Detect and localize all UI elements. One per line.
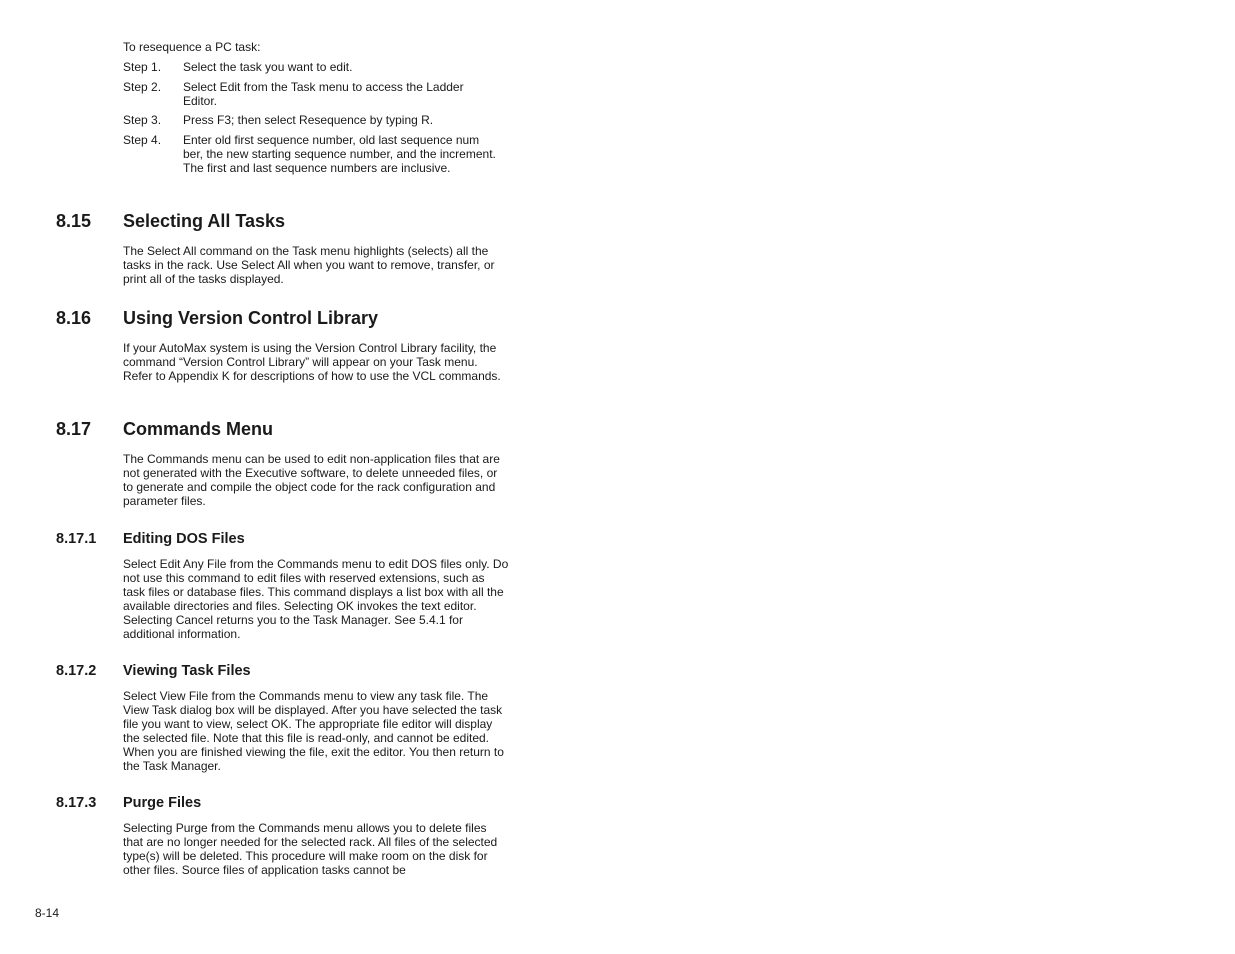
step-list: [123, 60, 513, 180]
section-title: Selecting All Tasks: [123, 211, 286, 231]
section-heading-8-15: [56, 210, 285, 232]
section-title: Using Version Control Library: [123, 308, 379, 328]
step-text: Select the task you want to edit.: [183, 60, 353, 74]
section-number: 8.16: [56, 308, 92, 328]
step-item: [123, 113, 513, 127]
subsection-title: Viewing Task Files: [123, 663, 251, 679]
subsection-title: Purge Files: [123, 795, 202, 811]
section-body-8-17: The Commands menu can be used to edit non-application files that are not generated with the Executive software, to delete unneeded files, or to generate and compile the object code for the rack configuration and parameter files.: [123, 452, 500, 508]
step-text: Select Edit from the Task menu to access the Ladder Editor.: [183, 79, 464, 108]
intro-text: To resequence a PC task:: [123, 40, 261, 54]
subsection-heading-8-17-3: [56, 794, 201, 812]
subsection-number: 8.17.1: [56, 531, 97, 547]
step-item: [123, 80, 513, 108]
section-heading-8-16: [56, 307, 378, 329]
step-text: Enter old first sequence number, old last sequence num ber, the new starting sequence number, and the increment. The first and last sequence numbers are inclusive.: [183, 132, 496, 175]
step-label: Step 1.: [123, 60, 162, 74]
section-body-8-15: The Select All command on the Task menu highlights (selects) all the tasks in the rack. Use Select All when you want to remove, transfer, or print all of the tasks displayed.: [123, 244, 495, 286]
section-body-8-16: If your AutoMax system is using the Version Control Library facility, the command “Version Control Library” will appear on your Task menu. Refer to Appendix K for descriptions of how to use the VCL commands.: [123, 341, 501, 383]
section-number: 8.17: [56, 419, 92, 439]
subsection-number: 8.17.2: [56, 663, 97, 679]
subsection-title: Editing DOS Files: [123, 531, 245, 547]
subsection-body-8-17-2: Select View File from the Commands menu to view any task file. The View Task dialog box will be displayed. After you have selected the task file you want to view, select OK. The appropriate file editor will display the selected file. Note that this file is read-only, and cannot be edited. When you are finished viewing the file, exit the editor. You then return to the Task Manager.: [123, 689, 504, 773]
subsection-body-8-17-1: Select Edit Any File from the Commands menu to edit DOS files only. Do not use this command to edit files with reserved extensions, such as task files or database files. This command displays a list box with all the available directories and files. Selecting OK invokes the text editor. Selecting Cancel returns you to the Task Manager. See 5.4.1 for additional information.: [123, 557, 509, 641]
subsection-heading-8-17-1: [56, 530, 245, 548]
subsection-number: 8.17.3: [56, 795, 97, 811]
section-title: Commands Menu: [123, 419, 274, 439]
step-text: Press F3; then select Resequence by typing R.: [183, 113, 434, 127]
section-number: 8.15: [56, 211, 92, 231]
subsection-body-8-17-3: Selecting Purge from the Commands menu allows you to delete files that are no longer needed for the selected rack. All files of the selected type(s) will be deleted. This procedure will make room on the disk for other files. Source files of application tasks cannot be: [123, 821, 498, 877]
section-heading-8-17: [56, 418, 273, 440]
step-label: Step 3.: [123, 113, 162, 127]
step-label: Step 4.: [123, 132, 162, 147]
page-number: 8-14: [35, 906, 60, 920]
step-label: Step 2.: [123, 79, 162, 94]
subsection-heading-8-17-2: [56, 662, 251, 680]
step-item: [123, 133, 513, 175]
step-item: [123, 60, 513, 74]
